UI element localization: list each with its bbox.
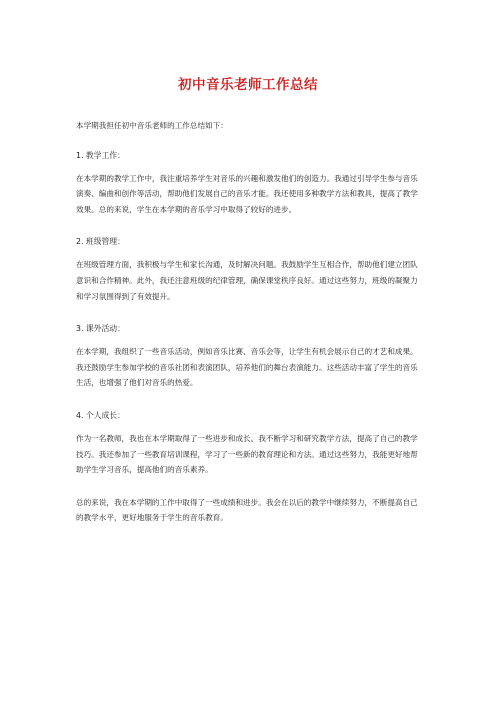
section-heading: 2. 班级管理：	[76, 237, 125, 247]
document-title: 初中音乐老师工作总结	[178, 77, 318, 93]
closing-paragraph: 总的来说，我在本学期的工作中取得了一些成绩和进步。我会在以后的教学中继续努力，不断提高自己的教学水平，更好地服务于学生的音乐教育。	[76, 497, 418, 523]
section-extracurricular	[76, 321, 422, 391]
intro-paragraph: 本学期我担任初中音乐老师的工作总结如下：	[76, 121, 228, 130]
section-heading: 4. 个人成长：	[76, 410, 125, 420]
section-paragraph: 在班级管理方面，我积极与学生和家长沟通，及时解决问题。我鼓励学生互相合作，帮助他们建立团队意识和合作精神。此外，我还注意班级的纪律管理，确保课堂秩序良好。通过这些努力，班级的凝聚力和学习氛围得到了有效提升。	[76, 260, 418, 301]
section-paragraph: 在本学期的教学工作中，我注重培养学生对音乐的兴趣和激发他们的创造力。我通过引导学生参与音乐演奏、编曲和创作等活动，帮助他们发展自己的音乐才能。我还使用多种教学方法和教具，提高了教学效果。总的来说，学生在本学期的音乐学习中取得了较好的进步。	[76, 173, 418, 214]
section-class-management	[76, 234, 422, 304]
section-heading: 3. 课外活动：	[76, 324, 125, 334]
section-paragraph: 作为一名教师，我也在本学期取得了一些进步和成长。我不断学习和研究教学方法，提高了自己的教学技巧。我还参加了一些教育培训课程，学习了一些新的教育理论和方法。通过这些努力，我能更好地帮助学生学习音乐，提高他们的音乐素养。	[76, 433, 418, 475]
section-personal-growth	[76, 408, 422, 478]
document-body	[76, 118, 422, 526]
section-teaching	[76, 148, 422, 218]
section-heading: 1. 教学工作：	[76, 150, 125, 160]
section-paragraph: 在本学期，我组织了一些音乐活动，例如音乐比赛、音乐会等，让学生有机会展示自己的才艺和成果。我还鼓励学生参加学校的音乐社团和表演团队，培养他们的舞台表演能力。这些活动丰富了学生的音乐生活，也增强了他们对音乐的热爱。	[76, 347, 418, 388]
